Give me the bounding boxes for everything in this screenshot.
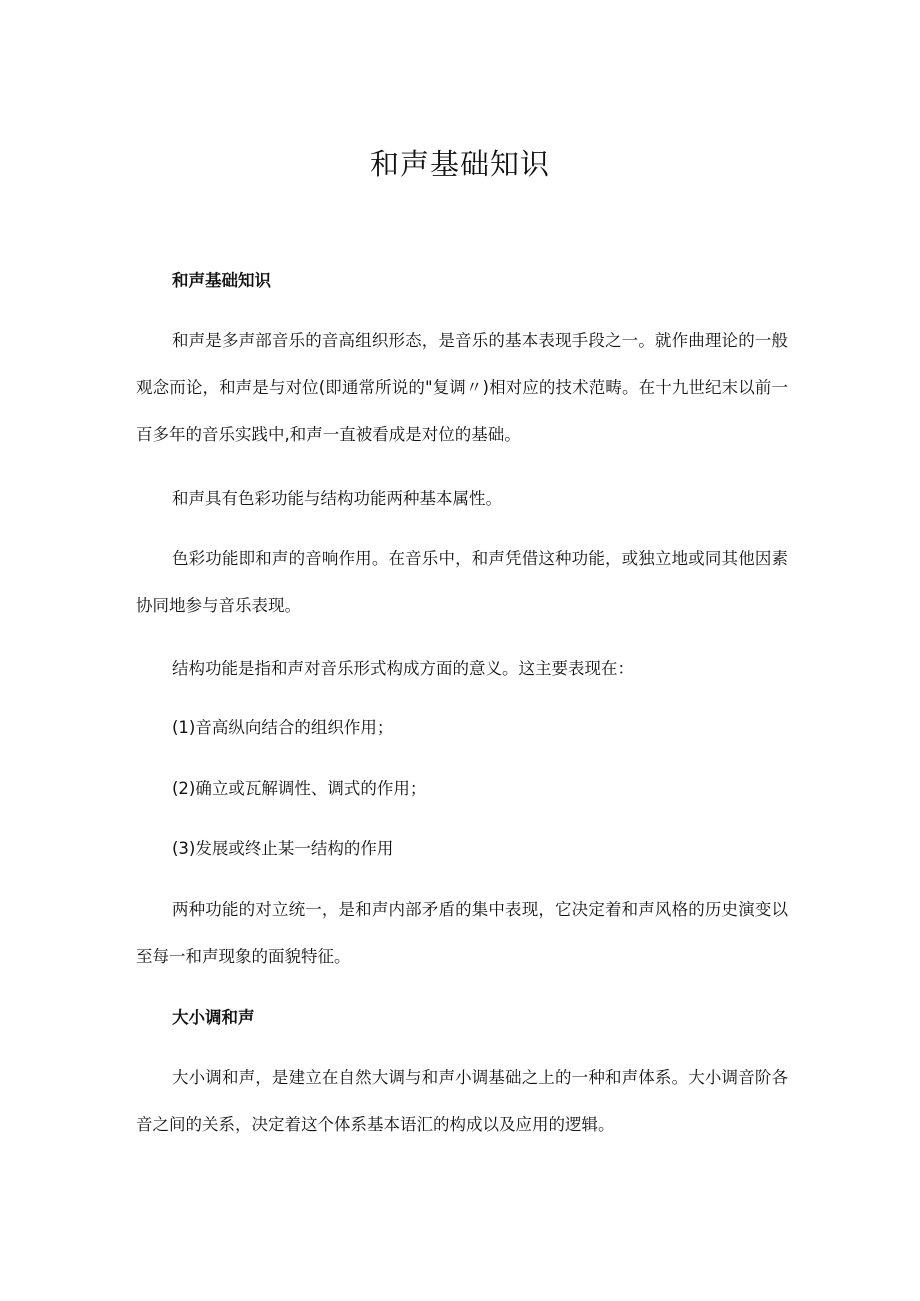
list-item-1: (1)音高纵向结合的组织作用；: [172, 718, 394, 737]
page-title: 和声基础知识: [369, 147, 550, 181]
list-item-2: (2)确立或瓦解调性、调式的作用；: [172, 779, 427, 798]
section-heading-harmony-basics: 和声基础知识: [172, 271, 271, 290]
list-item-3: (3)发展或终止某一结构的作用: [172, 839, 394, 858]
paragraph-structural-function: 结构功能是指和声对音乐形式构成方面的意义。这主要表现在：: [172, 659, 634, 678]
paragraph-color-function: 色彩功能即和声的音响作用。在音乐中，和声凭借这种功能，或独立地或同其他因素协同地参与音乐表现。: [136, 549, 788, 615]
paragraph-functions-unity: 两种功能的对立统一，是和声内部矛盾的集中表现，它决定着和声风格的历史演变以至每一和声现象的面貌特征。: [136, 900, 788, 966]
section-heading-major-minor: 大小调和声: [172, 1008, 255, 1027]
paragraph-harmony-definition: 和声是多声部音乐的音高组织形态，是音乐的基本表现手段之一。就作曲理论的一般观念而论，和声是与对位(即通常所说的"复调〃)相对应的技术范畴。在十九世纪末以前一百多年的音乐实践中,和声一直被看成是对位的基础。: [136, 331, 788, 444]
paragraph-major-minor-harmony: 大小调和声，是建立在自然大调与和声小调基础之上的一种和声体系。大小调音阶各音之间的关系，决定着这个体系基本语汇的构成以及应用的逻辑。: [136, 1068, 788, 1134]
paragraph-harmony-attributes: 和声具有色彩功能与结构功能两种基本属性。: [172, 489, 502, 508]
